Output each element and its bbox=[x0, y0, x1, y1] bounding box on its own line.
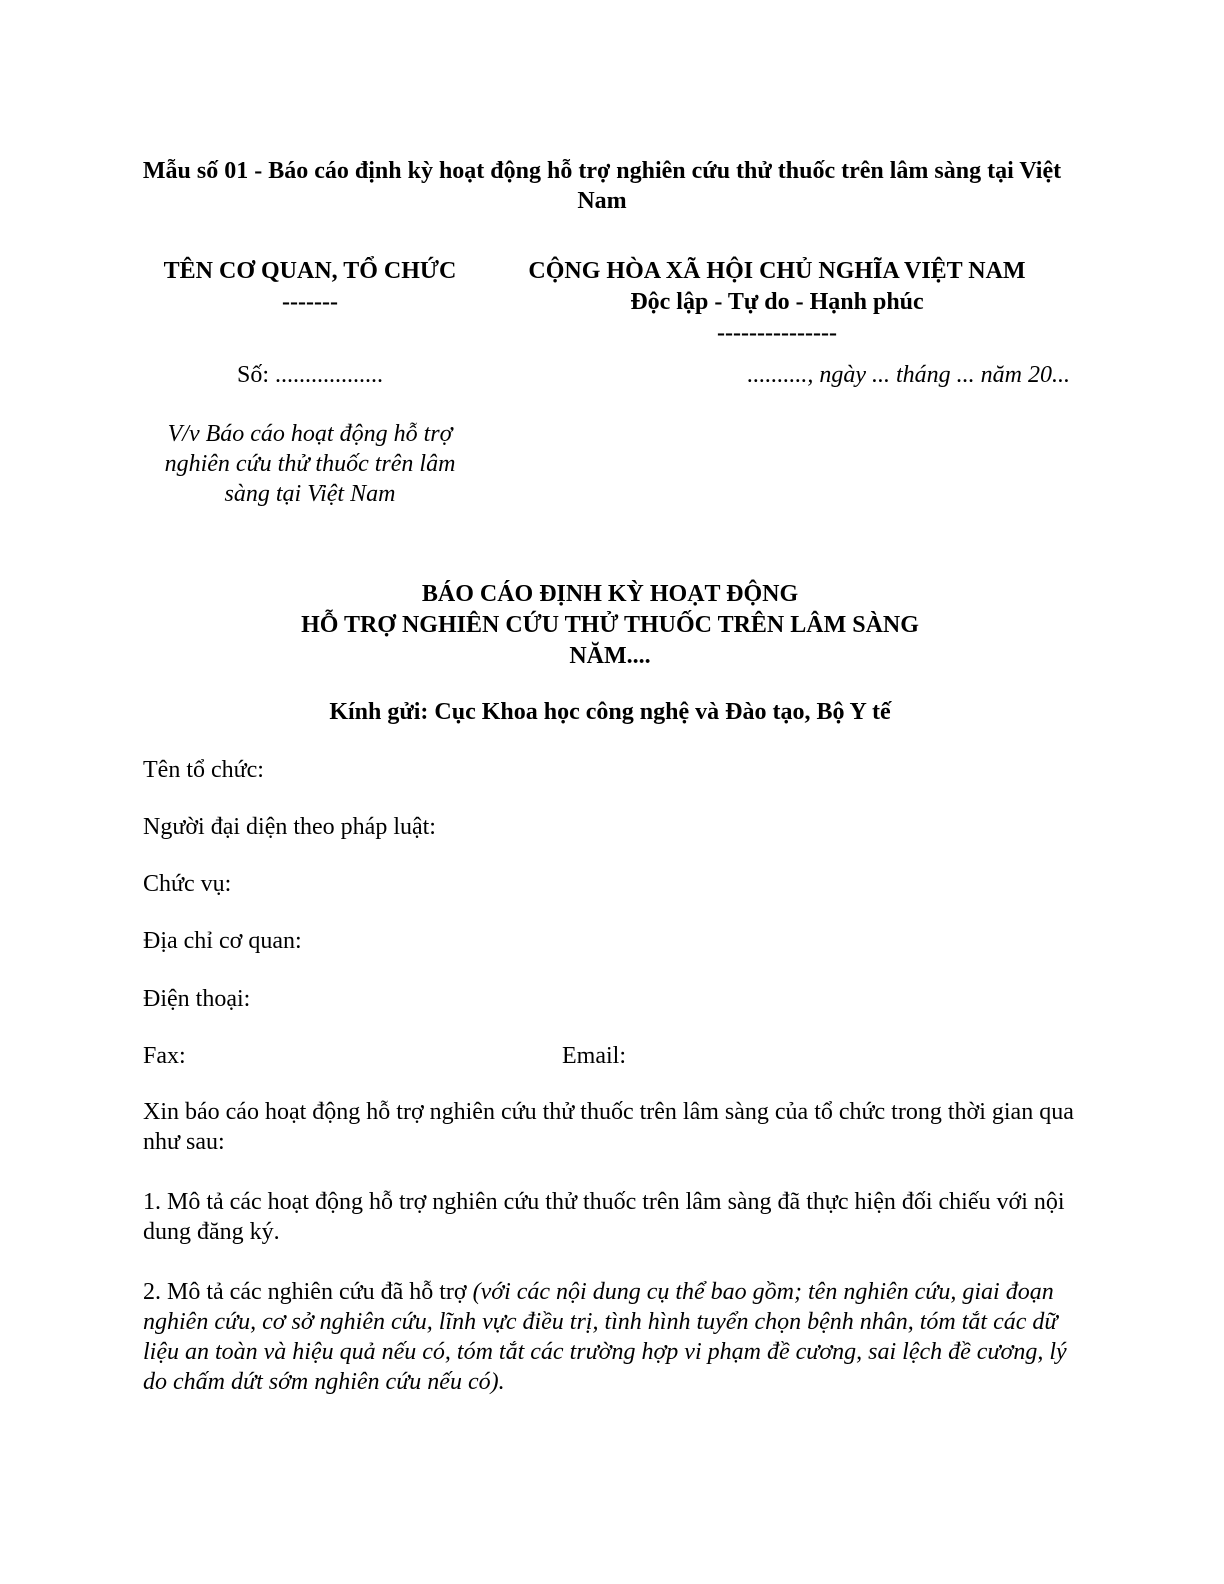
nation-separator: --------------- bbox=[717, 320, 837, 346]
document-number: Số: .................. bbox=[236, 362, 383, 388]
organization-name: TÊN CƠ QUAN, TỔ CHỨC bbox=[163, 258, 457, 284]
document-date: .........., ngày ... tháng ... năm 20... bbox=[747, 362, 1070, 388]
item-2-details: (với các nội dung cụ thể bao gồm; tên nghiên cứu, giai đoạn nghiên cứu, cơ sở nghiên cứu, lĩnh vực điều trị, tình hình tuyển chọn bệnh nhân, tóm tắt các dữ liệu an toàn và hiệu quả nếu có, tóm tắt các trường hợp vi phạm đề cương, sai lệch đề cương, lý do chấm dứt sớm nghiên cứu nếu có). bbox=[143, 1279, 1067, 1395]
nation-motto: Độc lập - Tự do - Hạnh phúc bbox=[630, 289, 924, 315]
report-heading-line-2: HỖ TRỢ NGHIÊN CỨU THỬ THUỐC TRÊN LÂM SÀNG bbox=[301, 612, 919, 638]
report-heading bbox=[140, 579, 1080, 672]
organization-header bbox=[140, 256, 480, 318]
field-email: Email: bbox=[562, 1043, 626, 1069]
report-heading-line-3: NĂM.... bbox=[569, 643, 651, 669]
nation-name: CỘNG HÒA XÃ HỘI CHỦ NGHĨA VIỆT NAM bbox=[528, 258, 1026, 284]
field-position: Chức vụ: bbox=[143, 871, 232, 897]
field-org-name: Tên tổ chức: bbox=[143, 757, 264, 783]
field-fax: Fax: bbox=[143, 1043, 186, 1069]
intro-paragraph: Xin báo cáo hoạt động hỗ trợ nghiên cứu thử thuốc trên lâm sàng của tổ chức trong thời gian qua như sau: bbox=[143, 1099, 1074, 1155]
field-address: Địa chỉ cơ quan: bbox=[143, 928, 302, 954]
organization-separator: ------- bbox=[282, 289, 338, 315]
item-1-paragraph: 1. Mô tả các hoạt động hỗ trợ nghiên cứu thử thuốc trên lâm sàng đã thực hiện đối chiếu với nội dung đăng ký. bbox=[143, 1189, 1065, 1245]
field-phone: Điện thoại: bbox=[143, 986, 251, 1012]
recipient-line: Kính gửi: Cục Khoa học công nghệ và Đào tạo, Bộ Y tế bbox=[329, 699, 891, 725]
national-header bbox=[490, 256, 1064, 349]
field-legal-representative: Người đại diện theo pháp luật: bbox=[143, 814, 436, 840]
form-title: Mẫu số 01 - Báo cáo định kỳ hoạt động hỗ trợ nghiên cứu thử thuốc trên lâm sàng tại Việt Nam bbox=[142, 158, 1062, 214]
item-2-lead: 2. Mô tả các nghiên cứu đã hỗ trợ bbox=[143, 1279, 473, 1305]
document-subject: V/v Báo cáo hoạt động hỗ trợ nghiên cứu thử thuốc trên lâm sàng tại Việt Nam bbox=[164, 421, 456, 507]
report-heading-line-1: BÁO CÁO ĐỊNH KỲ HOẠT ĐỘNG bbox=[421, 581, 799, 607]
item-2-paragraph bbox=[143, 1277, 1083, 1397]
